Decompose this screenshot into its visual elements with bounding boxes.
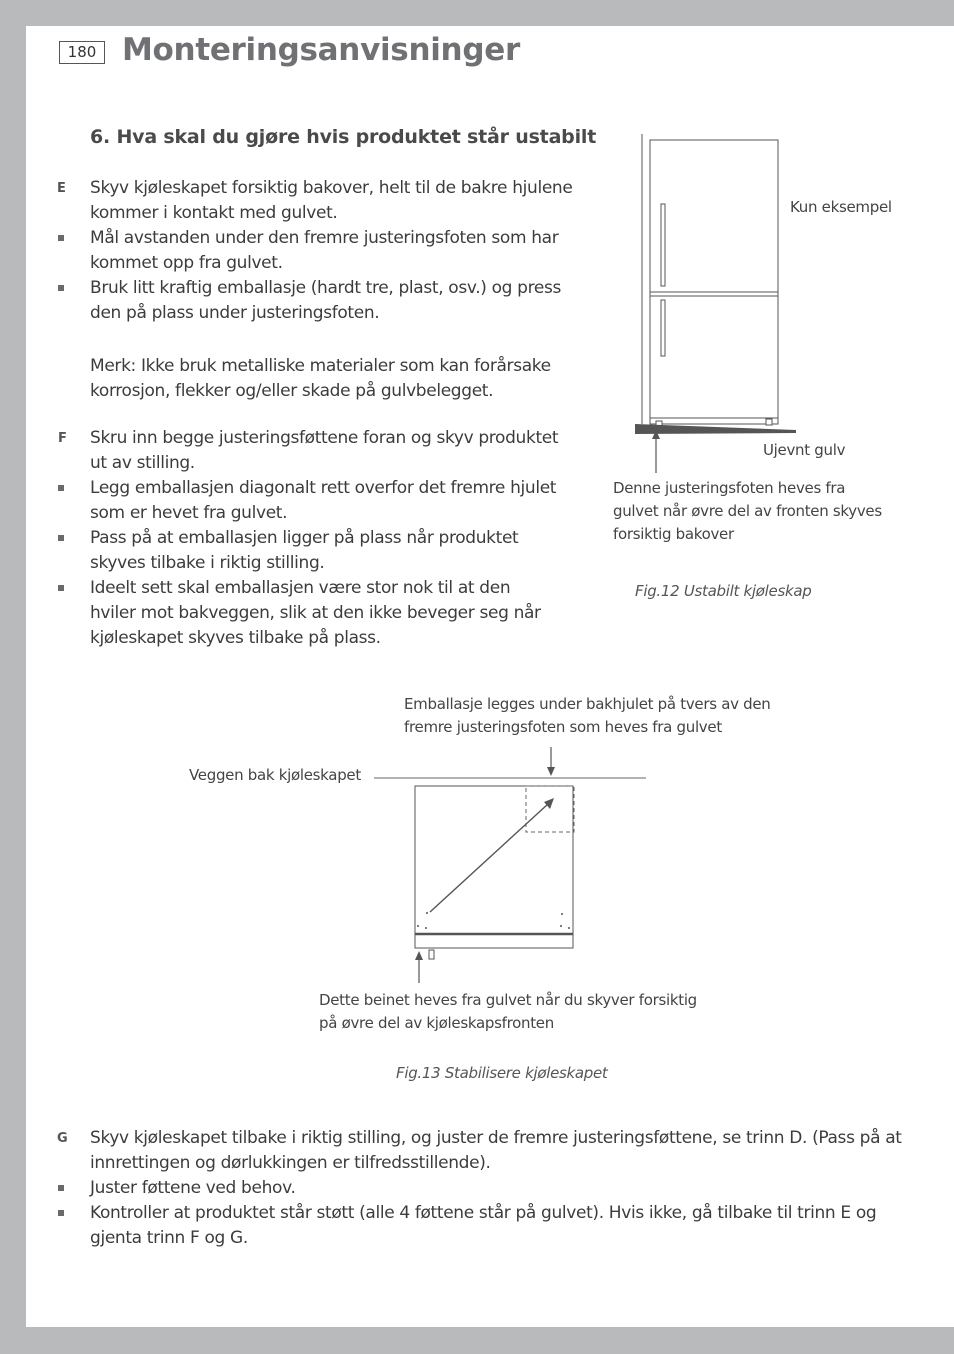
text-line: Bruk litt kraftig emballasje (hardt tre, plast, osv.) og press [90,278,562,298]
text-line: Skyv kjøleskapet tilbake i riktig stilling, og juster de fremre justeringsføttene, se trinn D. (Pass på at [90,1128,902,1148]
wheel-dot [560,925,562,927]
text-line: Emballasje legges under bakhjulet på tvers av den [404,695,771,713]
text-line: kommer i kontakt med gulvet. [90,203,338,223]
step-marker-e: E [57,181,66,196]
step-marker-g: G [57,1131,68,1146]
fig12-caption: Fig.12 Ustabilt kjøleskap [635,582,812,600]
text-line: Denne justeringsfoten heves fra [613,479,846,497]
text-line: Skyv kjøleskapet forsiktig bakover, helt til de bakre hjulene [90,178,573,198]
text-line: skyves tilbake i riktig stilling. [90,553,325,573]
bullet-marker [58,1185,64,1191]
step-g-bullet-1 [90,1176,940,1201]
step-g-bullet-2 [90,1201,940,1251]
page-number: 180 [59,41,105,64]
text-line: gjenta trinn F og G. [90,1228,248,1248]
text-line: Ideelt sett skal emballasjen være stor nok til at den [90,578,511,598]
fig12-label-example: Kun eksempel [790,198,892,216]
text-line: Merk: Ikke bruk metalliske materialer som kan forårsake [90,356,551,376]
text-line: Mål avstanden under den fremre justeringsfoten som har [90,228,559,248]
text-line: Dette beinet heves fra gulvet når du skyver forsiktig [319,991,697,1009]
text-line: gulvet når øvre del av fronten skyves [613,502,882,520]
wheel-dot [561,913,563,915]
arrow-down-head [547,767,555,776]
wheel-dot [417,925,419,927]
section-heading: 6. Hva skal du gjøre hvis produktet står ustabilt [90,126,597,148]
text-line: innrettingen og dørlukkingen er tilfredsstillende). [90,1153,491,1173]
step-g-text [90,1126,940,1176]
fig13-label-wall: Veggen bak kjøleskapet [189,766,361,784]
text-line: Juster føttene ved behov. [90,1178,296,1198]
wheel-dot [425,927,427,929]
wheel-dot [568,927,570,929]
text-line: Kontroller at produktet står støtt (alle 4 føttene står på gulvet). Hvis ikke, gå tilbake til trinn E og [90,1203,877,1223]
step-marker-f: F [58,431,67,446]
fig13-caption: Fig.13 Stabilisere kjøleskapet [396,1064,608,1082]
bullet-marker [58,1210,64,1216]
fig12-label-floor: Ujevnt gulv [763,441,846,459]
text-line: Legg emballasjen diagonalt rett overfor det fremre hjulet [90,478,557,498]
fig13-label-leg [319,989,739,1035]
wheel-dot [426,912,428,914]
text-line: den på plass under justeringsfoten. [90,303,380,323]
text-line: korrosjon, flekker og/eller skade på gulvbelegget. [90,381,494,401]
arrow-up-head [415,951,423,960]
fridge-top-outline [415,786,573,948]
text-line: Skru inn begge justeringsføttene foran og skyv produktet [90,428,559,448]
text-line: hviler mot bakveggen, slik at den ikke beveger seg når [90,603,541,623]
text-line: kommet opp fra gulvet. [90,253,283,273]
text-line: kjøleskapet skyves tilbake på plass. [90,628,381,648]
text-line: ut av stilling. [90,453,195,473]
front-leg [429,950,434,959]
text-line: som er hevet fra gulvet. [90,503,288,523]
text-line: Pass på at emballasjen ligger på plass når produktet [90,528,519,548]
text-line: på øvre del av kjøleskapsfronten [319,1014,554,1032]
page-title: Monteringsanvisninger [122,32,520,68]
text-line: forsiktig bakover [613,525,734,543]
manual-page [26,26,954,1327]
text-line: fremre justeringsfoten som heves fra gulvet [404,718,722,736]
